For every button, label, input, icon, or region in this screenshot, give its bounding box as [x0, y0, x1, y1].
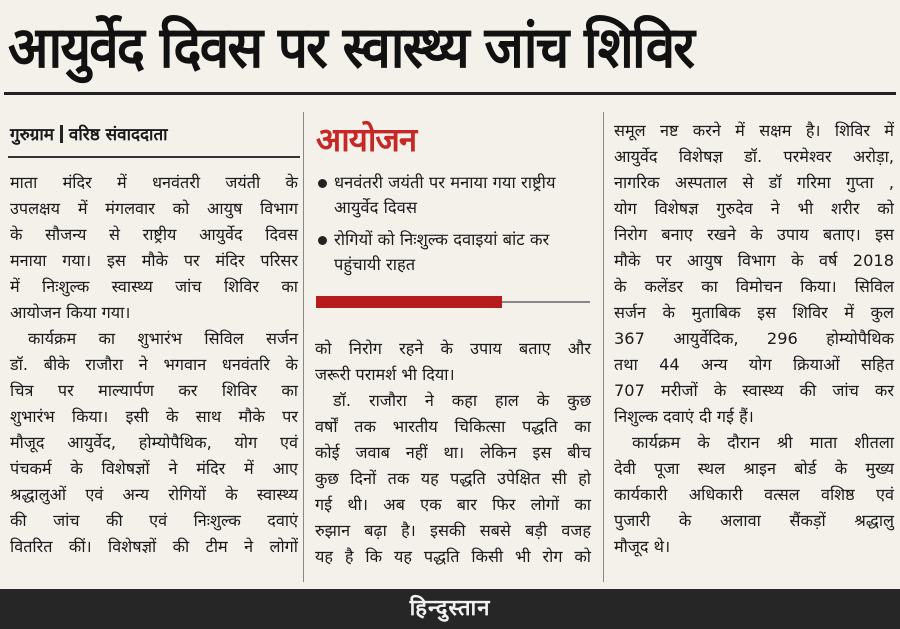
byline-place: गुरुग्राम [10, 125, 54, 145]
headline-divider [4, 92, 896, 95]
byline-separator [60, 125, 63, 143]
text-line: रुझान बढ़ा है। इसकी सबसे बड़ी वजह [315, 521, 591, 540]
text-line: वितरित कीं। विशेषज्ञों की टीम ने लोगों [10, 537, 298, 556]
text-line: निशुल्क दवाएं दी गई हैं। [614, 407, 754, 426]
byline-author: वरिष्ठ संवाददाता [68, 125, 168, 145]
article-column-1 [10, 170, 298, 560]
text-line: 367 आयुर्वेदिक, 296 होम्योपैथिक [614, 329, 894, 348]
text-line: की जांच की एवं निःशुल्क दवाएं [10, 511, 298, 530]
highlight-heading: आयोजन [316, 120, 417, 159]
text-line: देवी पूजा स्थल श्राइन बोर्ड के मुख्य [614, 459, 894, 478]
byline [10, 124, 300, 146]
byline-divider [8, 156, 300, 158]
text-line: कोई जवाब नहीं था। लेकिन इस बीच [315, 443, 591, 462]
text-line: पुजारी के अलावा सैंकड़ों श्रद्धालु [614, 511, 894, 530]
article-column-3 [614, 118, 894, 560]
newspaper-logo: हिन्दुस्तान [409, 596, 491, 621]
highlight-gray-rule [502, 301, 590, 303]
text-line: के कलेंडर का विमोचन किया। सिविल [614, 277, 894, 296]
article-column-2 [315, 336, 591, 570]
text-line: जरूरी परामर्श भी दिया। [315, 365, 455, 384]
column-divider [603, 112, 604, 582]
text-line: समूल नष्ट करने में सक्षम है। शिविर में [614, 121, 894, 140]
text-line: पंचकर्म के विशेषज्ञों ने मंदिर में आए [10, 459, 298, 478]
text-line: तथा 44 अन्य योग क्रियाओं सहित [614, 355, 894, 374]
footer-bar [0, 589, 900, 629]
text-line: निरोग बनाए रखने के उपाय बताए। इस [614, 225, 894, 244]
text-line: डॉ. बीके राजौरा ने भगवान धनवंतरि के [10, 355, 298, 374]
column-divider [303, 112, 304, 582]
text-line: में निःशुल्क स्वास्थ्य जांच शिविर का [10, 277, 298, 296]
text-line: योग विशेषज्ञ गुरुदेव ने भी शरीर को [614, 199, 894, 218]
headline: आयुर्वेद दिवस पर स्वास्थ्य जांच शिविर [8, 15, 694, 81]
text-line: को निरोग रहने के उपाय बताए और [315, 339, 591, 358]
text-line: आयुर्वेद विशेषज्ञ डॉ. परमेश्वर अरोड़ा, [614, 147, 894, 166]
text-line: कार्यकारी अधिकारी वत्सल वशिष्ठ एवं [614, 485, 894, 504]
text-line: मनाया गया। इस मौके पर मंदिर परिसर [10, 251, 298, 270]
text-line: डॉ. राजौरा ने कहा हाल के कुछ [333, 391, 591, 410]
text-line: कार्यक्रम का शुभारंभ सिविल सर्जन [28, 329, 298, 348]
text-line: के सौजन्य से राष्ट्रीय आयुर्वेद दिवस [10, 225, 298, 244]
bullet-text: रोगियों को निःशुल्क दवाइयां बांट कर पहुंचायी राहत [334, 230, 550, 274]
text-line: आयोजन किया गया। [10, 303, 131, 322]
highlight-red-bar [316, 296, 502, 308]
text-line: कुछ दिनों तक यह पद्धति उपेक्षित सी हो [315, 469, 591, 488]
text-line: यह है कि यह पद्धति किसी भी रोग को [315, 547, 591, 566]
text-line: श्रद्धालुओं एवं अन्य रोगियों के स्वास्थ्य [10, 485, 298, 504]
bullet-text: धनवंतरी जयंती पर मनाया गया राष्ट्रीय आयुर्वेद दिवस [334, 173, 556, 217]
text-line: मौके पर आयुष विभाग के वर्ष 2018 [614, 251, 894, 270]
highlight-bullets [316, 170, 592, 284]
text-line: वर्षों तक भारतीय चिकित्सा पद्धति का [315, 417, 591, 436]
text-line: उपलक्षय में मंगलवार को आयुष विभाग [10, 199, 298, 218]
bullet-item [316, 227, 592, 277]
bullet-dot-icon [318, 179, 327, 188]
text-line: माता मंदिर में धनवंतरी जयंती के [10, 173, 298, 192]
text-line: नागरिक अस्पताल से डॉ गरिमा गुप्ता , [614, 173, 894, 192]
text-line: गई थी। अब एक बार फिर लोगों का [315, 495, 591, 514]
bullet-dot-icon [318, 236, 327, 245]
bullet-item [316, 170, 592, 220]
text-line: शुभारंभ किया। इसी के साथ मौके पर [10, 407, 298, 426]
text-line: कार्यक्रम के दौरान श्री माता शीतला [632, 433, 894, 452]
text-line: चित्र पर माल्यार्पण कर शिविर का [10, 381, 298, 400]
text-line: 707 मरीजों के स्वास्थ्य की जांच कर [614, 381, 894, 400]
text-line: सर्जन के मुताबिक इस शिविर में कुल [614, 303, 894, 322]
text-line: मौजूद थे। [614, 537, 671, 556]
text-line: मौजूद आयुर्वेद, होम्योपैथिक, योग एवं [10, 433, 298, 452]
